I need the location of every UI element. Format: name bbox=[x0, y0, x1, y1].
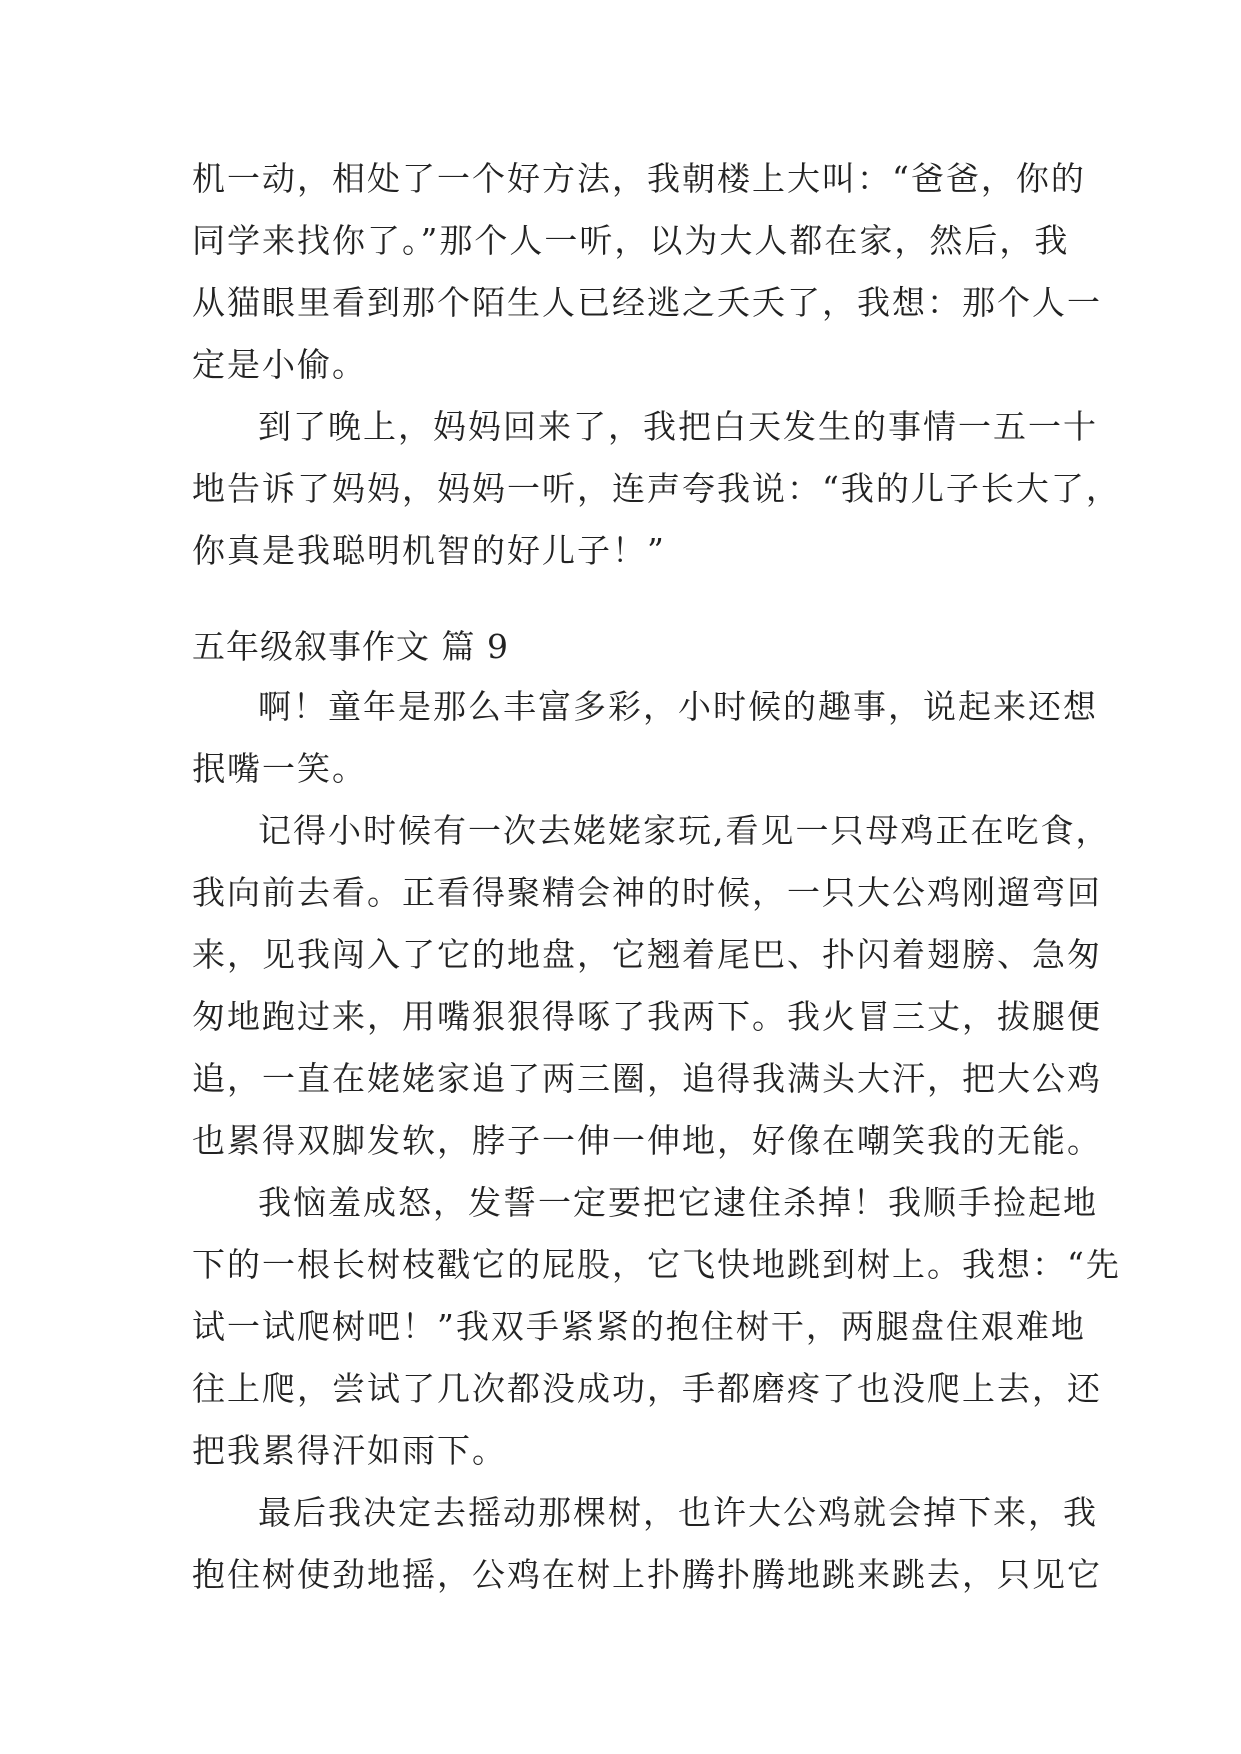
text-line: 往上爬，尝试了几次都没成功，手都磨疼了也没爬上去，还 bbox=[192, 1369, 1102, 1408]
text-line: 定是小偷。 bbox=[192, 345, 367, 384]
text-line: 下的一根长树枝戳它的屁股，它飞快地跳到树上。我想：“先 bbox=[192, 1245, 1121, 1284]
text-line: 啊！童年是那么丰富多彩，小时候的趣事，说起来还想 bbox=[258, 687, 1098, 726]
text-line: 追，一直在姥姥家追了两三圈，追得我满头大汗，把大公鸡 bbox=[192, 1059, 1102, 1098]
text-line: 抿嘴一笑。 bbox=[192, 749, 367, 788]
text-line: 机一动，相处了一个好方法，我朝楼上大叫：“爸爸，你的 bbox=[192, 159, 1086, 198]
text-line: 试一试爬树吧！”我双手紧紧的抱住树干，两腿盘住艰难地 bbox=[192, 1307, 1086, 1346]
section9-paragraph-2 bbox=[192, 800, 1111, 1172]
text-line: 记得小时候有一次去姥姥家玩,看见一只母鸡正在吃食， bbox=[258, 811, 1111, 850]
text-line: 地告诉了妈妈，妈妈一听，连声夸我说：“我的儿子长大了， bbox=[192, 469, 1121, 508]
text-line: 你真是我聪明机智的好儿子！” bbox=[192, 531, 666, 570]
text-line: 到了晚上，妈妈回来了，我把白天发生的事情一五一十 bbox=[258, 407, 1098, 446]
text-line: 我恼羞成怒，发誓一定要把它逮住杀掉！我顺手捡起地 bbox=[258, 1183, 1098, 1222]
text-line: 来，见我闯入了它的地盘，它翘着尾巴、扑闪着翅膀、急匆 bbox=[192, 935, 1102, 974]
text-line: 把我累得汗如雨下。 bbox=[192, 1431, 507, 1470]
text-line: 从猫眼里看到那个陌生人已经逃之夭夭了，我想：那个人一 bbox=[192, 283, 1102, 322]
text-line: 同学来找你了。”那个人一听，以为大人都在家，然后，我 bbox=[192, 221, 1070, 260]
prev-paragraph-1 bbox=[192, 148, 1102, 396]
section-title: 五年级叙事作文 篇 9 bbox=[192, 627, 509, 666]
text-line: 抱住树使劲地摇，公鸡在树上扑腾扑腾地跳来跳去，只见它 bbox=[192, 1555, 1102, 1594]
prev-paragraph-2 bbox=[192, 396, 1121, 582]
section9-paragraph-3 bbox=[192, 1172, 1121, 1482]
text-line: 我向前去看。正看得聚精会神的时候，一只大公鸡刚遛弯回 bbox=[192, 873, 1102, 912]
text-line: 最后我决定去摇动那棵树，也许大公鸡就会掉下来，我 bbox=[258, 1493, 1098, 1532]
section9-paragraph-4 bbox=[192, 1482, 1102, 1606]
text-line: 也累得双脚发软，脖子一伸一伸地，好像在嘲笑我的无能。 bbox=[192, 1121, 1102, 1160]
text-line: 匆地跑过来，用嘴狠狠得啄了我两下。我火冒三丈，拔腿便 bbox=[192, 997, 1102, 1036]
section9-paragraph-1 bbox=[192, 676, 1098, 800]
